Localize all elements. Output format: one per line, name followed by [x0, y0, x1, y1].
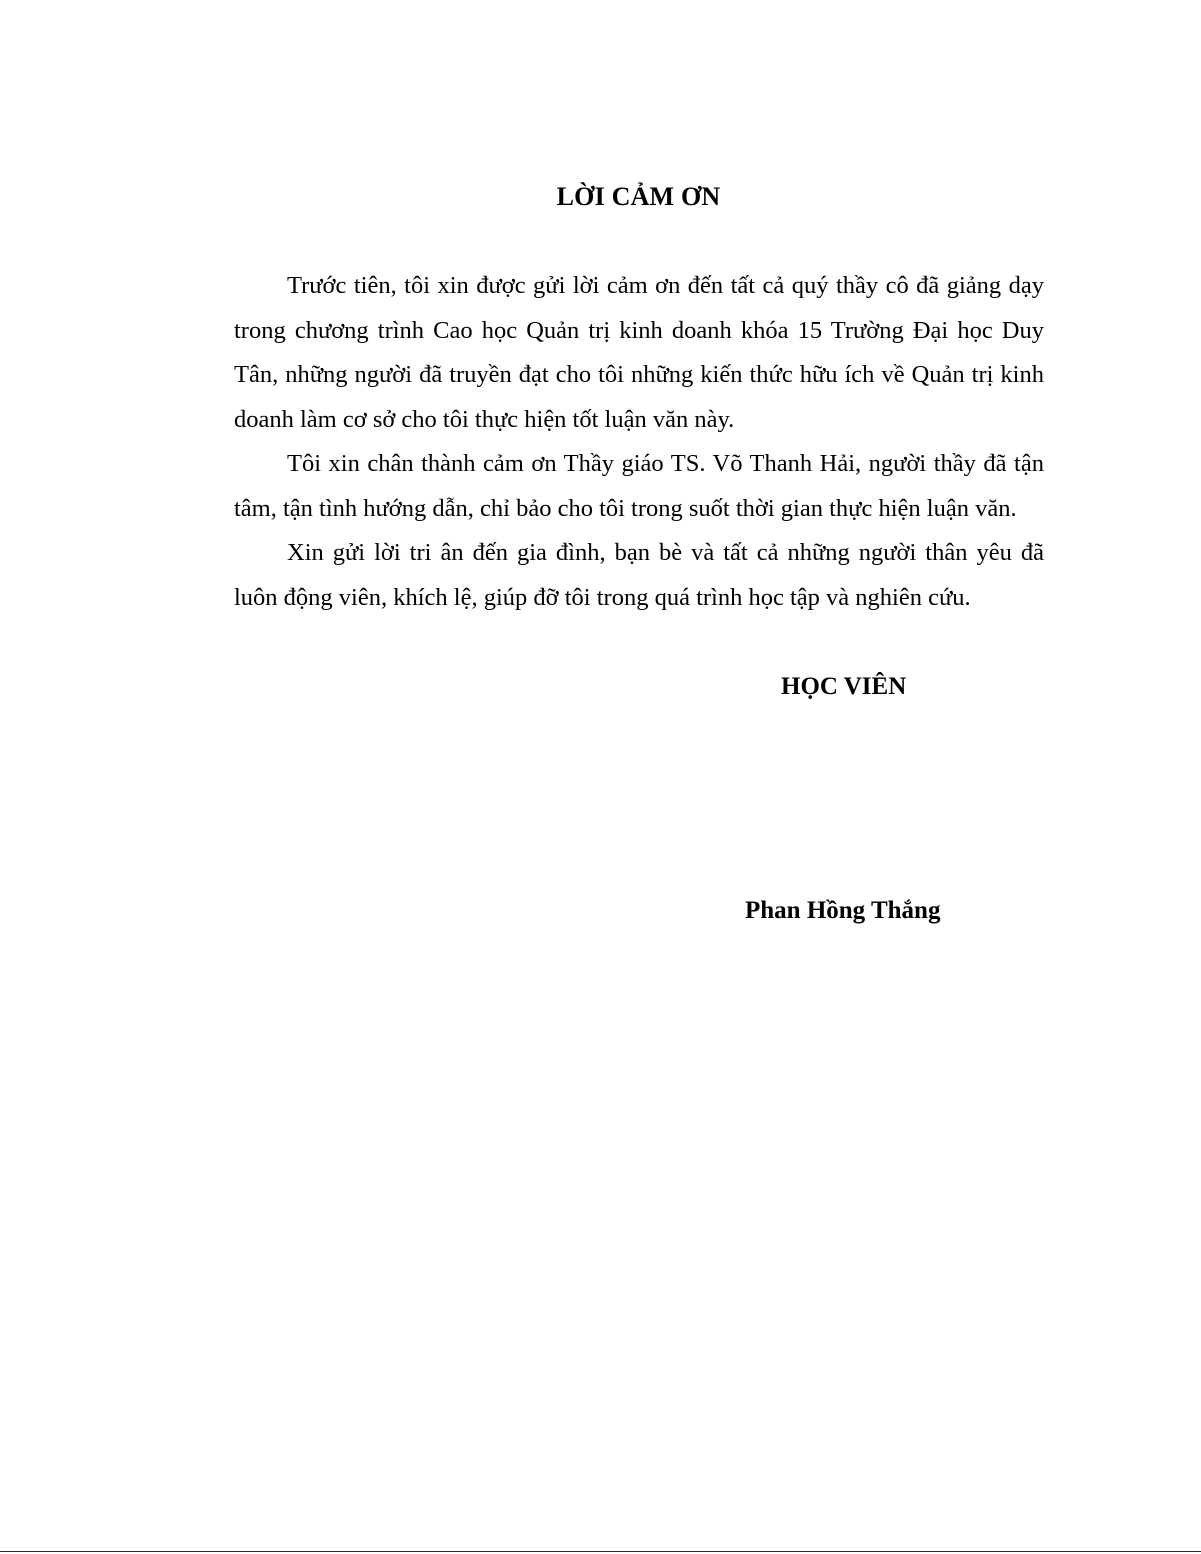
acknowledgement-body — [234, 264, 1044, 620]
paragraph-1: Trước tiên, tôi xin được gửi lời cảm ơn đến tất cả quý thầy cô đã giảng dạy trong chương trình Cao học Quản trị kinh doanh khóa 15 Trường Đại học Duy Tân, những người đã truyền đạt cho tôi những kiến thức hữu ích về Quản trị kinh doanh làm cơ sở cho tôi thực hiện tốt luận văn này. — [234, 272, 1044, 433]
page-title: LỜI CẢM ƠN — [556, 182, 721, 211]
page-bottom-divider — [0, 1551, 1201, 1552]
paragraph-2: Tôi xin chân thành cảm ơn Thầy giáo TS. Võ Thanh Hải, người thầy đã tận tâm, tận tình hướng dẫn, chỉ bảo cho tôi trong suốt thời gian thực hiện luận văn. — [234, 450, 1044, 522]
paragraph-3: Xin gửi lời tri ân đến gia đình, bạn bè và tất cả những người thân yêu đã luôn động viên, khích lệ, giúp đỡ tôi trong quá trình học tập và nghiên cứu. — [234, 539, 1044, 611]
signature-name: Phan Hồng Thắng — [745, 897, 941, 924]
signature-role: HỌC VIÊN — [781, 673, 907, 700]
